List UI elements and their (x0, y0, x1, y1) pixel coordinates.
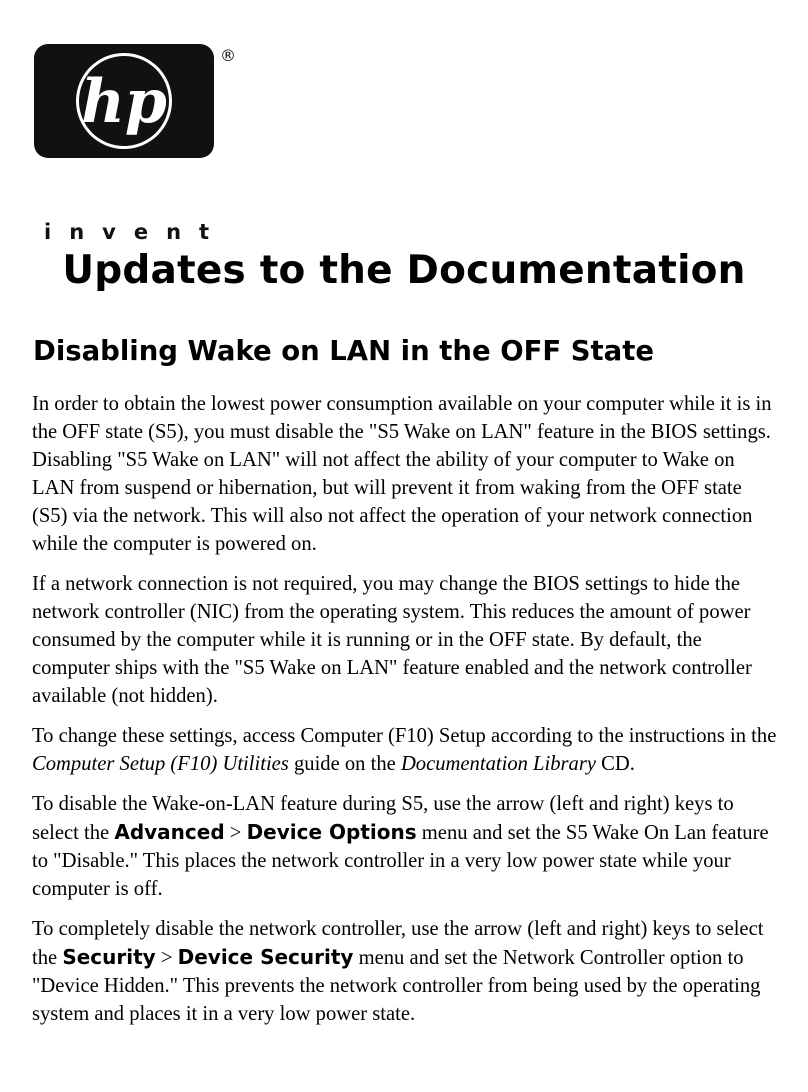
paragraph-2: If a network connection is not required, you may change the BIOS settings to hide the network controller (NIC) from the operating system. This reduces the amount of power consumed by the computer while it is running or in the OFF state. By default, the computer ships with the "S5 Wake on LAN" feature enabled and the network controller available (not hidden). (32, 573, 752, 707)
p3-text-before: To change these settings, access Computer (F10) Setup according to the instructions in the (32, 725, 777, 747)
page-title: Updates to the Documentation (62, 248, 746, 293)
p4-text-before: To disable the Wake-on-LAN feature during S5, use the arrow (left and right) keys to select the (32, 793, 734, 844)
body-text (32, 390, 782, 1040)
p4-text-after: menu and set the S5 Wake On Lan feature to "Disable." This places the network controller in a very low power state while your computer is off. (32, 822, 769, 900)
p5-separator: > (155, 947, 178, 969)
p3-text-middle: guide on the (288, 753, 401, 775)
paragraph-4 (32, 790, 782, 903)
library-title: Documentation Library (400, 753, 596, 775)
menu-advanced: Advanced (114, 820, 225, 844)
logo-brand-text: hp (81, 67, 167, 137)
p3-text-after: CD. (596, 753, 635, 775)
paragraph-5 (32, 915, 782, 1028)
guide-title: Computer Setup (F10) Utilities (32, 753, 289, 775)
p5-text-after: menu and set the Network Controller option to "Device Hidden." This prevents the network controller from being used by the operating system and places it in a very low power state. (32, 947, 761, 1025)
p4-separator: > (224, 822, 247, 844)
paragraph-3 (32, 722, 782, 778)
menu-security: Security (62, 945, 156, 969)
hp-logo-icon (34, 44, 214, 158)
section-heading: Disabling Wake on LAN in the OFF State (33, 335, 655, 367)
menu-device-options: Device Options (246, 820, 417, 844)
p5-text-before: To completely disable the network controller, use the arrow (left and right) keys to select the (32, 918, 764, 969)
paragraph-1: In order to obtain the lowest power consumption available on your computer while it is in the OFF state (S5), you must disable the "S5 Wake on LAN" feature in the BIOS settings. Disabling "S5 Wake on LAN" will not affect the ability of your computer to Wake on LAN from suspend or hibernation, but will prevent it from waking from the OFF state (S5) via the network. This will also not affect the operation of your network connection while the computer is powered on. (32, 393, 772, 555)
menu-device-security: Device Security (177, 945, 354, 969)
registered-mark: ® (220, 46, 236, 65)
logo-tagline: invent (44, 220, 228, 244)
hp-logo (34, 44, 244, 244)
